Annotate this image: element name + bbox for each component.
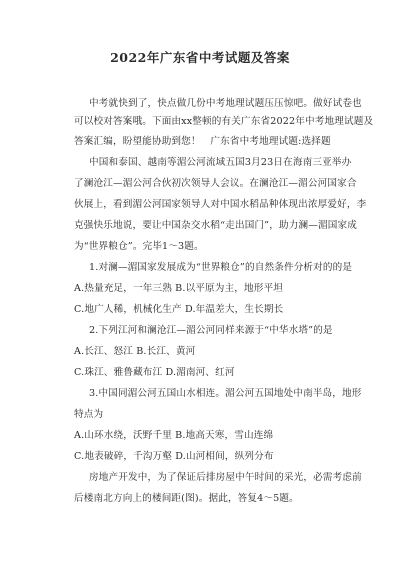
question-line: 3.中国同湄公河五国山水相连。湄公河五国地处中南半岛，地形 bbox=[89, 388, 362, 399]
answer-option-line: C.地广人稀，机械化生产 D.年温差大，生长期长 bbox=[74, 304, 284, 315]
paragraph-line: 伙展上，看到湄公河国家领导人对中国水稻品种体现出浓厚爱好，李 bbox=[74, 199, 367, 210]
answer-option-line: C.珠江、雅鲁藏布江 D.湄南河、红河 bbox=[74, 367, 235, 378]
answer-option-line: A.长江、怒江 B.长江、黄河 bbox=[74, 346, 196, 357]
paragraph-line: 中考就快到了，快点做几份中考地理试题压压惊吧。做好试卷也 bbox=[89, 98, 362, 109]
paragraph-line: 房地产开发中，为了保证后排房屋中午时间的采光，必需考虑前 bbox=[89, 472, 362, 483]
paragraph-line: 了澜沧江—湄公河合伙初次领导人会议。在澜沧江—湄公河国家合 bbox=[74, 178, 357, 189]
answer-option-line: C.地表破碎，千沟万壑 D.山河相间，纵列分布 bbox=[74, 451, 274, 462]
question-line: 1.对澜—湄国家发展成为“世界粮仓”的自然条件分析对的的是 bbox=[89, 262, 353, 273]
paragraph-line: 克强快乐地说，要让中国杂交水稻“走出国门”，助力澜—湄国家成 bbox=[74, 220, 357, 231]
document-title: 2022年广东省中考试题及答案 bbox=[110, 50, 290, 65]
question-line: 2.下列江河和澜沧江—湄公河同样来源于“中华水塔”的是 bbox=[89, 325, 333, 336]
answer-option-line: A.热量充足，一年三熟 B.以平原为主，地形平坦 bbox=[74, 283, 284, 294]
answer-option-line: A.山环水绕，沃野千里 B.地高天寒，雪山连绵 bbox=[74, 430, 274, 441]
paragraph-line: 可以校对答案哦。下面由xx整顿的有关广东省2022年中考地理试题及 bbox=[74, 116, 374, 127]
paragraph-line: 为“世界粮仓”。完毕1～3题。 bbox=[74, 241, 204, 252]
paragraph-line: 答案汇编，盼望能协助到您！ 广东省中考地理试题:选择题 bbox=[74, 136, 331, 147]
paragraph-line: 中国和泰国、越南等湄公河流域五国3月23日在海南三亚举办 bbox=[89, 157, 352, 168]
paragraph-line: 后楼南北方向上的楼间距(图)。据此，答复4～5题。 bbox=[74, 493, 299, 504]
question-line: 特点为 bbox=[74, 409, 104, 420]
